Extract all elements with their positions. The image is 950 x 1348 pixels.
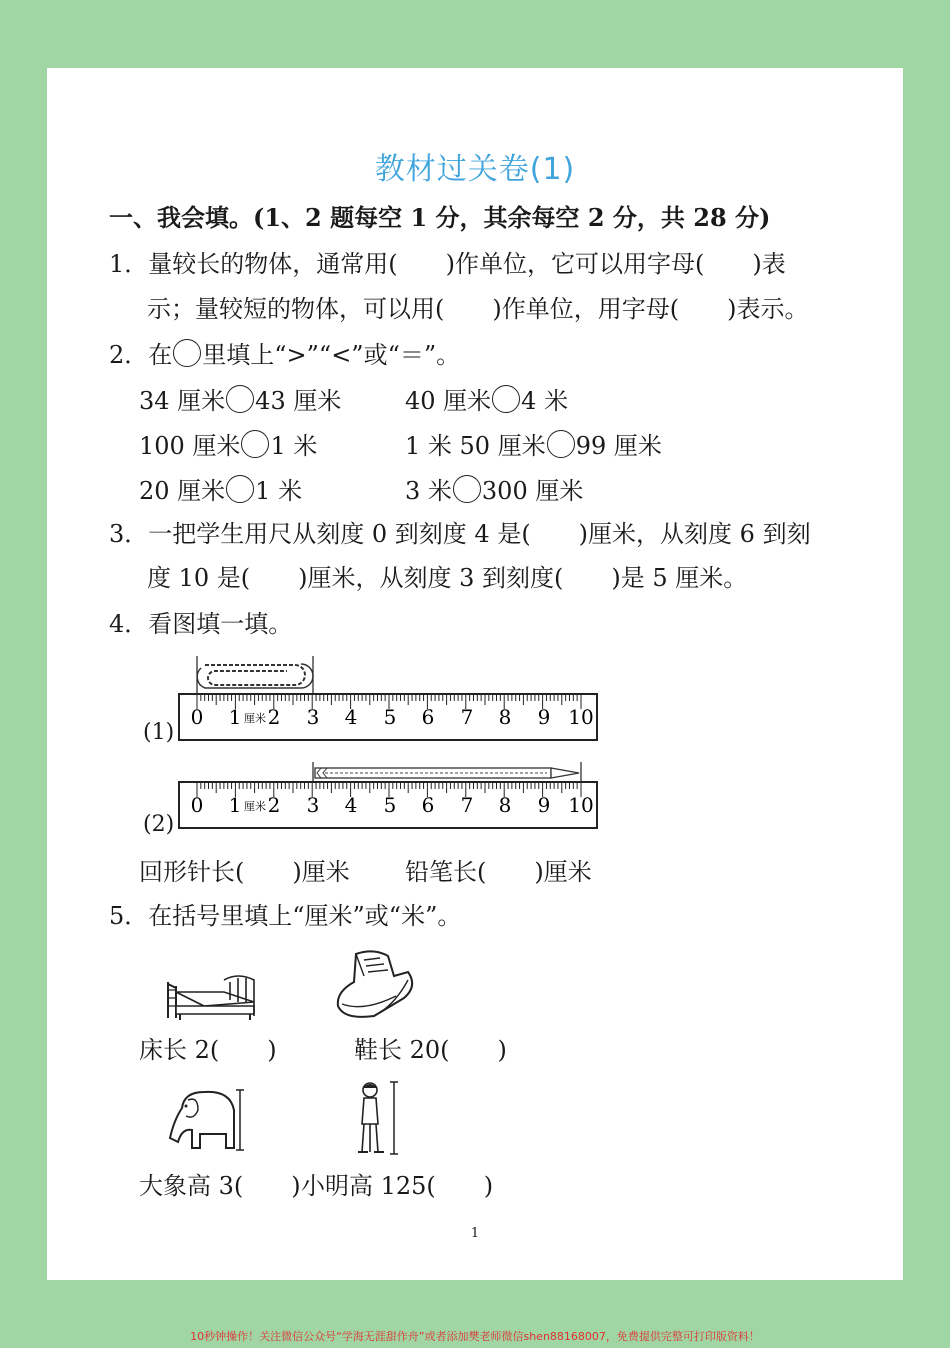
bed-answer: 床长 2( ) bbox=[139, 1036, 277, 1064]
ruler-number: 2 bbox=[267, 793, 281, 817]
q2-left: 3 米 bbox=[405, 477, 452, 505]
paperclip-answer: 回形针长( )厘米 bbox=[139, 858, 350, 886]
elephant-icon bbox=[164, 1086, 256, 1156]
ruler-number: 3 bbox=[306, 793, 320, 817]
shoe-icon bbox=[334, 946, 420, 1022]
answer-circle[interactable] bbox=[226, 475, 254, 503]
figure-label-1: (1) bbox=[143, 720, 175, 745]
ruler-unit: 厘米 bbox=[244, 712, 266, 725]
compare-circle-icon bbox=[173, 339, 201, 367]
ruler-with-paperclip-figure bbox=[175, 652, 605, 744]
ruler-number: 1 bbox=[228, 793, 242, 817]
q2-item bbox=[139, 430, 317, 461]
q2-left: 20 厘米 bbox=[139, 477, 226, 505]
ruler-number: 7 bbox=[460, 705, 474, 729]
ruler-number: 1 bbox=[228, 705, 242, 729]
ruler-number: 3 bbox=[306, 705, 320, 729]
q1-line1: 1．量较长的物体，通常用( )作单位，它可以用字母( )表 bbox=[109, 250, 786, 278]
figure-label-2: (2) bbox=[143, 812, 175, 837]
page-number: 1 bbox=[470, 1226, 480, 1241]
answer-circle[interactable] bbox=[492, 385, 520, 413]
q2-item bbox=[139, 385, 341, 416]
boy-icon bbox=[354, 1080, 404, 1158]
ruler-number: 8 bbox=[498, 705, 512, 729]
ruler-number: 6 bbox=[421, 793, 435, 817]
elephant-answer: 大象高 3( ) bbox=[139, 1172, 301, 1200]
boy-answer: 小明高 125( ) bbox=[301, 1172, 494, 1200]
q2-left: 1 米 50 厘米 bbox=[405, 432, 546, 460]
bed-icon bbox=[164, 970, 260, 1024]
q2-item bbox=[405, 385, 568, 416]
paperclip-icon bbox=[197, 656, 313, 696]
q2-right: 43 厘米 bbox=[255, 387, 342, 415]
ruler-number: 8 bbox=[498, 793, 512, 817]
ruler-number: 10 bbox=[568, 705, 594, 729]
shoe-answer: 鞋长 20( ) bbox=[354, 1036, 507, 1064]
ruler-number: 2 bbox=[267, 705, 281, 729]
pencil-icon bbox=[313, 762, 581, 782]
ruler-number: 4 bbox=[344, 793, 358, 817]
footer-notice: 10秒钟操作！关注微信公众号“学海无涯甜作舟”或者添加樊老师微信shen88168007，免费提供完整可打印版资料！ bbox=[190, 1330, 760, 1343]
q2-item bbox=[405, 430, 662, 461]
q2-right: 1 米 bbox=[255, 477, 303, 505]
q2-prompt-start: 2．在 bbox=[109, 341, 173, 369]
q2-item bbox=[405, 475, 583, 506]
ruler-number: 9 bbox=[537, 793, 551, 817]
q3-line2: 度 10 是( )厘米，从刻度 3 到刻度( )是 5 厘米。 bbox=[147, 564, 748, 592]
ruler-number: 5 bbox=[383, 705, 397, 729]
q2-left: 34 厘米 bbox=[139, 387, 226, 415]
ruler-number: 9 bbox=[537, 705, 551, 729]
answer-circle[interactable] bbox=[226, 385, 254, 413]
q3-line1: 3．一把学生用尺从刻度 0 到刻度 4 是( )厘米，从刻度 6 到刻 bbox=[109, 520, 811, 548]
q2-prompt bbox=[109, 339, 460, 370]
page-title: 教材过关卷(1) bbox=[374, 152, 576, 187]
section-heading: 一、我会填。(1、2 题每空 1 分，其余每空 2 分，共 28 分) bbox=[109, 203, 771, 232]
q5-prompt: 5．在括号里填上“厘米”或“米”。 bbox=[109, 902, 462, 930]
answer-circle[interactable] bbox=[241, 430, 269, 458]
answer-circle[interactable] bbox=[547, 430, 575, 458]
q2-right: 4 米 bbox=[521, 387, 569, 415]
answer-circle[interactable] bbox=[453, 475, 481, 503]
pencil-answer: 铅笔长( )厘米 bbox=[405, 858, 592, 886]
q2-right: 300 厘米 bbox=[481, 477, 584, 505]
q1-line2: 示；量较短的物体，可以用( )作单位，用字母( )表示。 bbox=[147, 295, 809, 323]
ruler-number: 6 bbox=[421, 705, 435, 729]
q2-left: 100 厘米 bbox=[139, 432, 241, 460]
ruler-with-pencil-figure bbox=[175, 760, 605, 834]
q4-prompt: 4．看图填一填。 bbox=[109, 610, 293, 638]
q2-prompt-end: 里填上“>”“<”或“＝”。 bbox=[202, 341, 461, 369]
ruler-number: 4 bbox=[344, 705, 358, 729]
ruler-number: 0 bbox=[190, 705, 204, 729]
q2-item bbox=[139, 475, 302, 506]
ruler-unit: 厘米 bbox=[244, 800, 266, 813]
worksheet-page bbox=[47, 68, 903, 1280]
ruler-number: 10 bbox=[568, 793, 594, 817]
q2-right: 99 厘米 bbox=[575, 432, 662, 460]
q2-left: 40 厘米 bbox=[405, 387, 492, 415]
ruler-number: 0 bbox=[190, 793, 204, 817]
ruler-number: 5 bbox=[383, 793, 397, 817]
ruler-number: 7 bbox=[460, 793, 474, 817]
q2-right: 1 米 bbox=[270, 432, 318, 460]
